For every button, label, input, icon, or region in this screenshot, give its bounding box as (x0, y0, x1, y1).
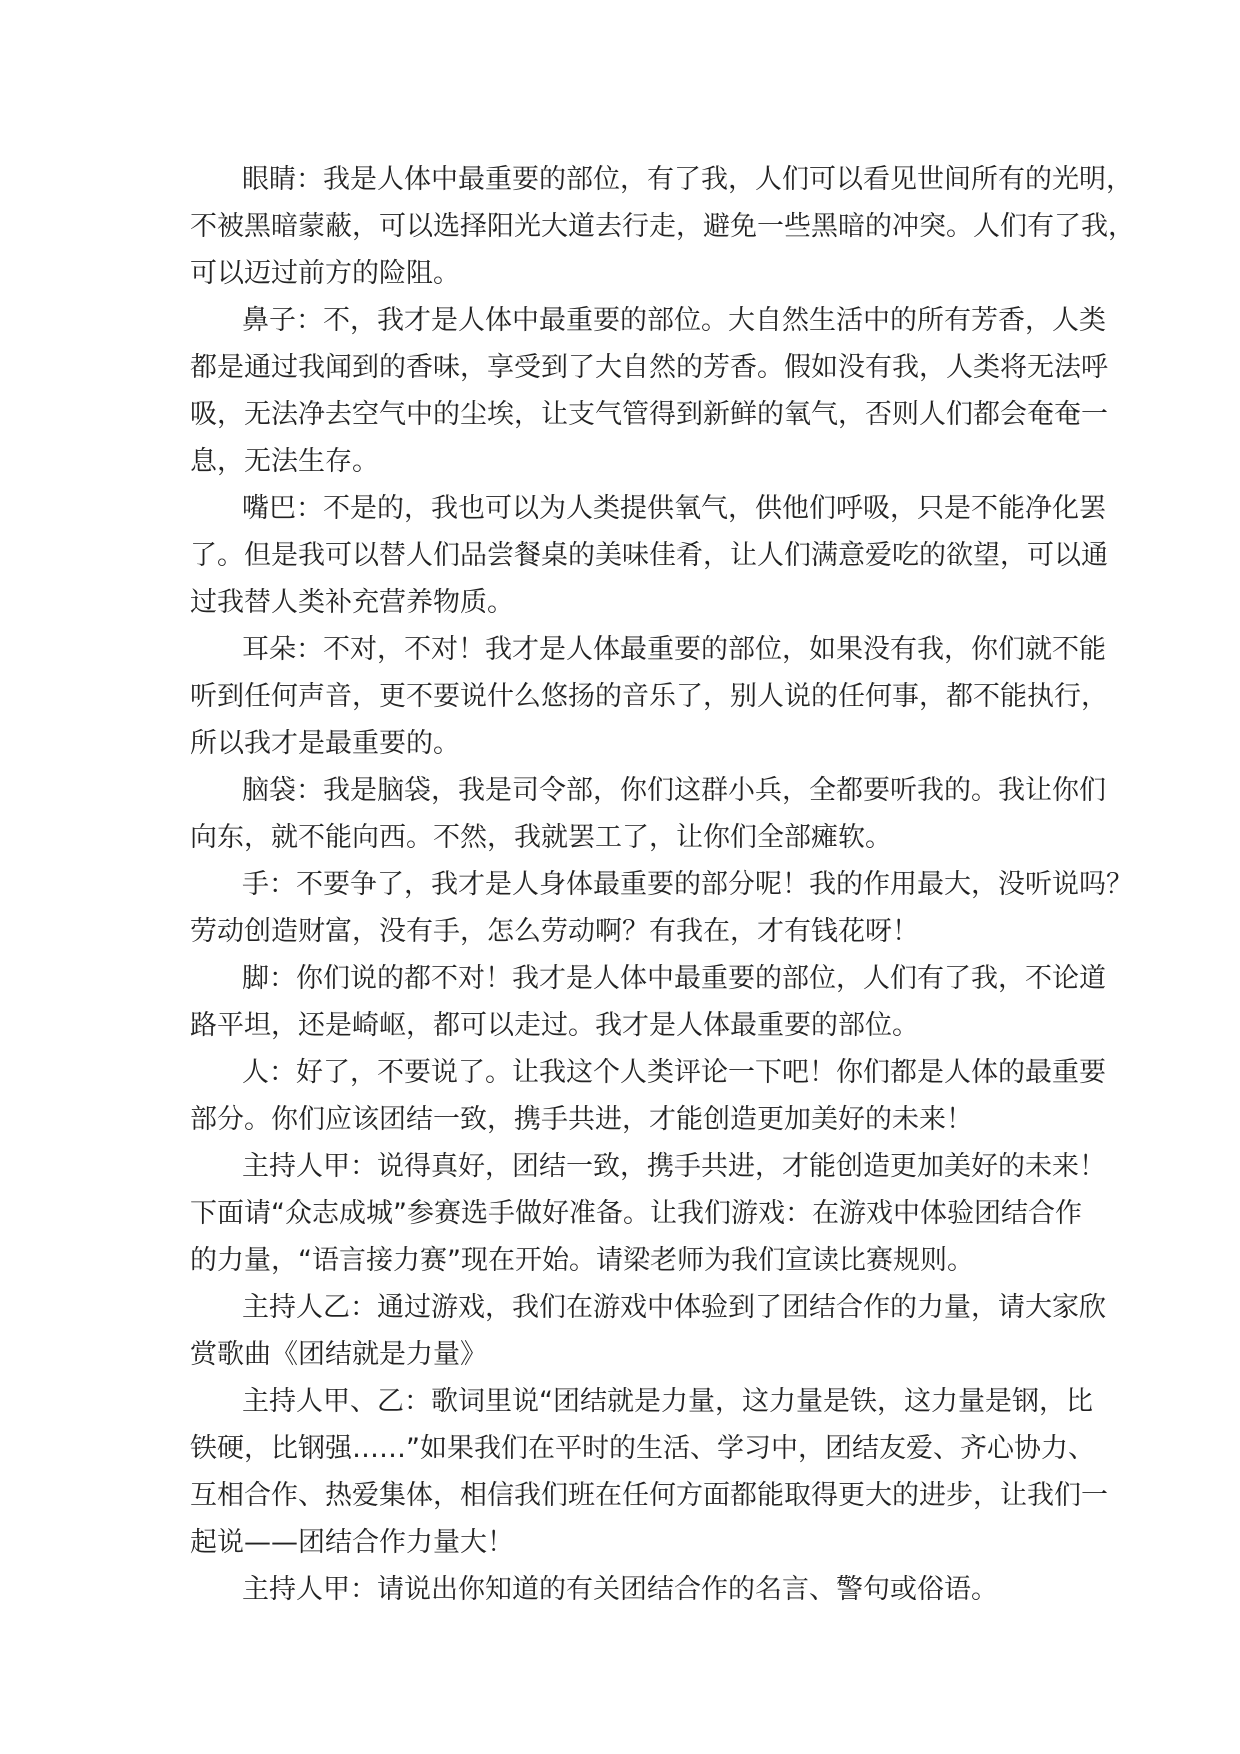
paragraph-ears-line-2: 听到任何声音，更不要说什么悠扬的音乐了，别人说的任何事，都不能执行， (190, 681, 1108, 712)
paragraph-head-line-2: 向东，就不能向西。不然，我就罢工了，让你们全部瘫软。 (190, 822, 892, 853)
paragraph-person-line-1: 人：好了，不要说了。让我这个人类评论一下吧！你们都是人体的最重要 (242, 1057, 1106, 1088)
paragraph-foot-line-1: 脚：你们说的都不对！我才是人体中最重要的部位，人们有了我，不论道 (242, 963, 1106, 994)
paragraph-host-a-line-1: 主持人甲：说得真好，团结一致，携手共进，才能创造更加美好的未来！ (242, 1151, 1106, 1182)
paragraph-hand-line-2: 劳动创造财富，没有手，怎么劳动啊？有我在，才有钱花呀！ (190, 916, 919, 947)
paragraph-hand-line-1: 手：不要争了，我才是人身体最重要的部分呢！我的作用最大，没听说吗？ (242, 869, 1133, 900)
paragraph-nose-line-4: 息，无法生存。 (190, 446, 379, 477)
paragraph-hosts-line-3: 互相合作、热爱集体，相信我们班在任何方面都能取得更大的进步，让我们一 (190, 1480, 1108, 1511)
paragraph-mouth-line-3: 过我替人类补充营养物质。 (190, 587, 514, 618)
paragraph-head-line-1: 脑袋：我是脑袋，我是司令部，你们这群小兵，全都要听我的。我让你们 (242, 775, 1106, 806)
paragraph-mouth-line-2: 了。但是我可以替人们品尝餐桌的美味佳肴，让人们满意爱吃的欲望，可以通 (190, 540, 1108, 571)
paragraph-host-a-line-3: 的力量，“语言接力赛”现在开始。请梁老师为我们宣读比赛规则。 (190, 1245, 974, 1276)
paragraph-nose-line-1: 鼻子：不，我才是人体中最重要的部位。大自然生活中的所有芳香，人类 (242, 305, 1106, 336)
paragraph-foot-line-2: 路平坦，还是崎岖，都可以走过。我才是人体最重要的部位。 (190, 1010, 919, 1041)
paragraph-nose-line-2: 都是通过我闻到的香味，享受到了大自然的芳香。假如没有我，人类将无法呼 (190, 352, 1108, 383)
paragraph-hosts-line-1: 主持人甲、乙：歌词里说“团结就是力量，这力量是铁，这力量是钢，比 (242, 1386, 1093, 1417)
paragraph-nose-line-3: 吸，无法净去空气中的尘埃，让支气管得到新鲜的氧气，否则人们都会奄奄一 (190, 399, 1108, 430)
paragraph-host-a-line-2: 下面请“众志成城”参赛选手做好准备。让我们游戏：在游戏中体验团结合作 (190, 1198, 1082, 1229)
paragraph-hosts-line-4: 起说——团结合作力量大！ (190, 1527, 514, 1558)
paragraph-eyes-line-3: 可以迈过前方的险阻。 (190, 258, 460, 289)
paragraph-mouth-line-1: 嘴巴：不是的，我也可以为人类提供氧气，供他们呼吸，只是不能净化罢 (242, 493, 1106, 524)
document-body (190, 156, 1135, 1613)
paragraph-host-b-line-1: 主持人乙：通过游戏，我们在游戏中体验到了团结合作的力量，请大家欣 (242, 1292, 1106, 1323)
paragraph-host-a-final-line-1: 主持人甲：请说出你知道的有关团结合作的名言、警句或俗语。 (242, 1574, 998, 1605)
paragraph-ears-line-3: 所以我才是最重要的。 (190, 728, 460, 759)
paragraph-eyes-line-1: 眼睛：我是人体中最重要的部位，有了我，人们可以看见世间所有的光明， (242, 164, 1133, 195)
paragraph-person-line-2: 部分。你们应该团结一致，携手共进，才能创造更加美好的未来！ (190, 1104, 973, 1135)
paragraph-host-b-line-2: 赏歌曲《团结就是力量》 (190, 1339, 487, 1370)
paragraph-eyes-line-2: 不被黑暗蒙蔽，可以选择阳光大道去行走，避免一些黑暗的冲突。人们有了我， (190, 211, 1135, 242)
paragraph-ears-line-1: 耳朵：不对，不对！我才是人体最重要的部位，如果没有我，你们就不能 (242, 634, 1106, 665)
paragraph-hosts-line-2: 铁硬，比钢强……”如果我们在平时的生活、学习中，团结友爱、齐心协力、 (190, 1433, 1095, 1464)
